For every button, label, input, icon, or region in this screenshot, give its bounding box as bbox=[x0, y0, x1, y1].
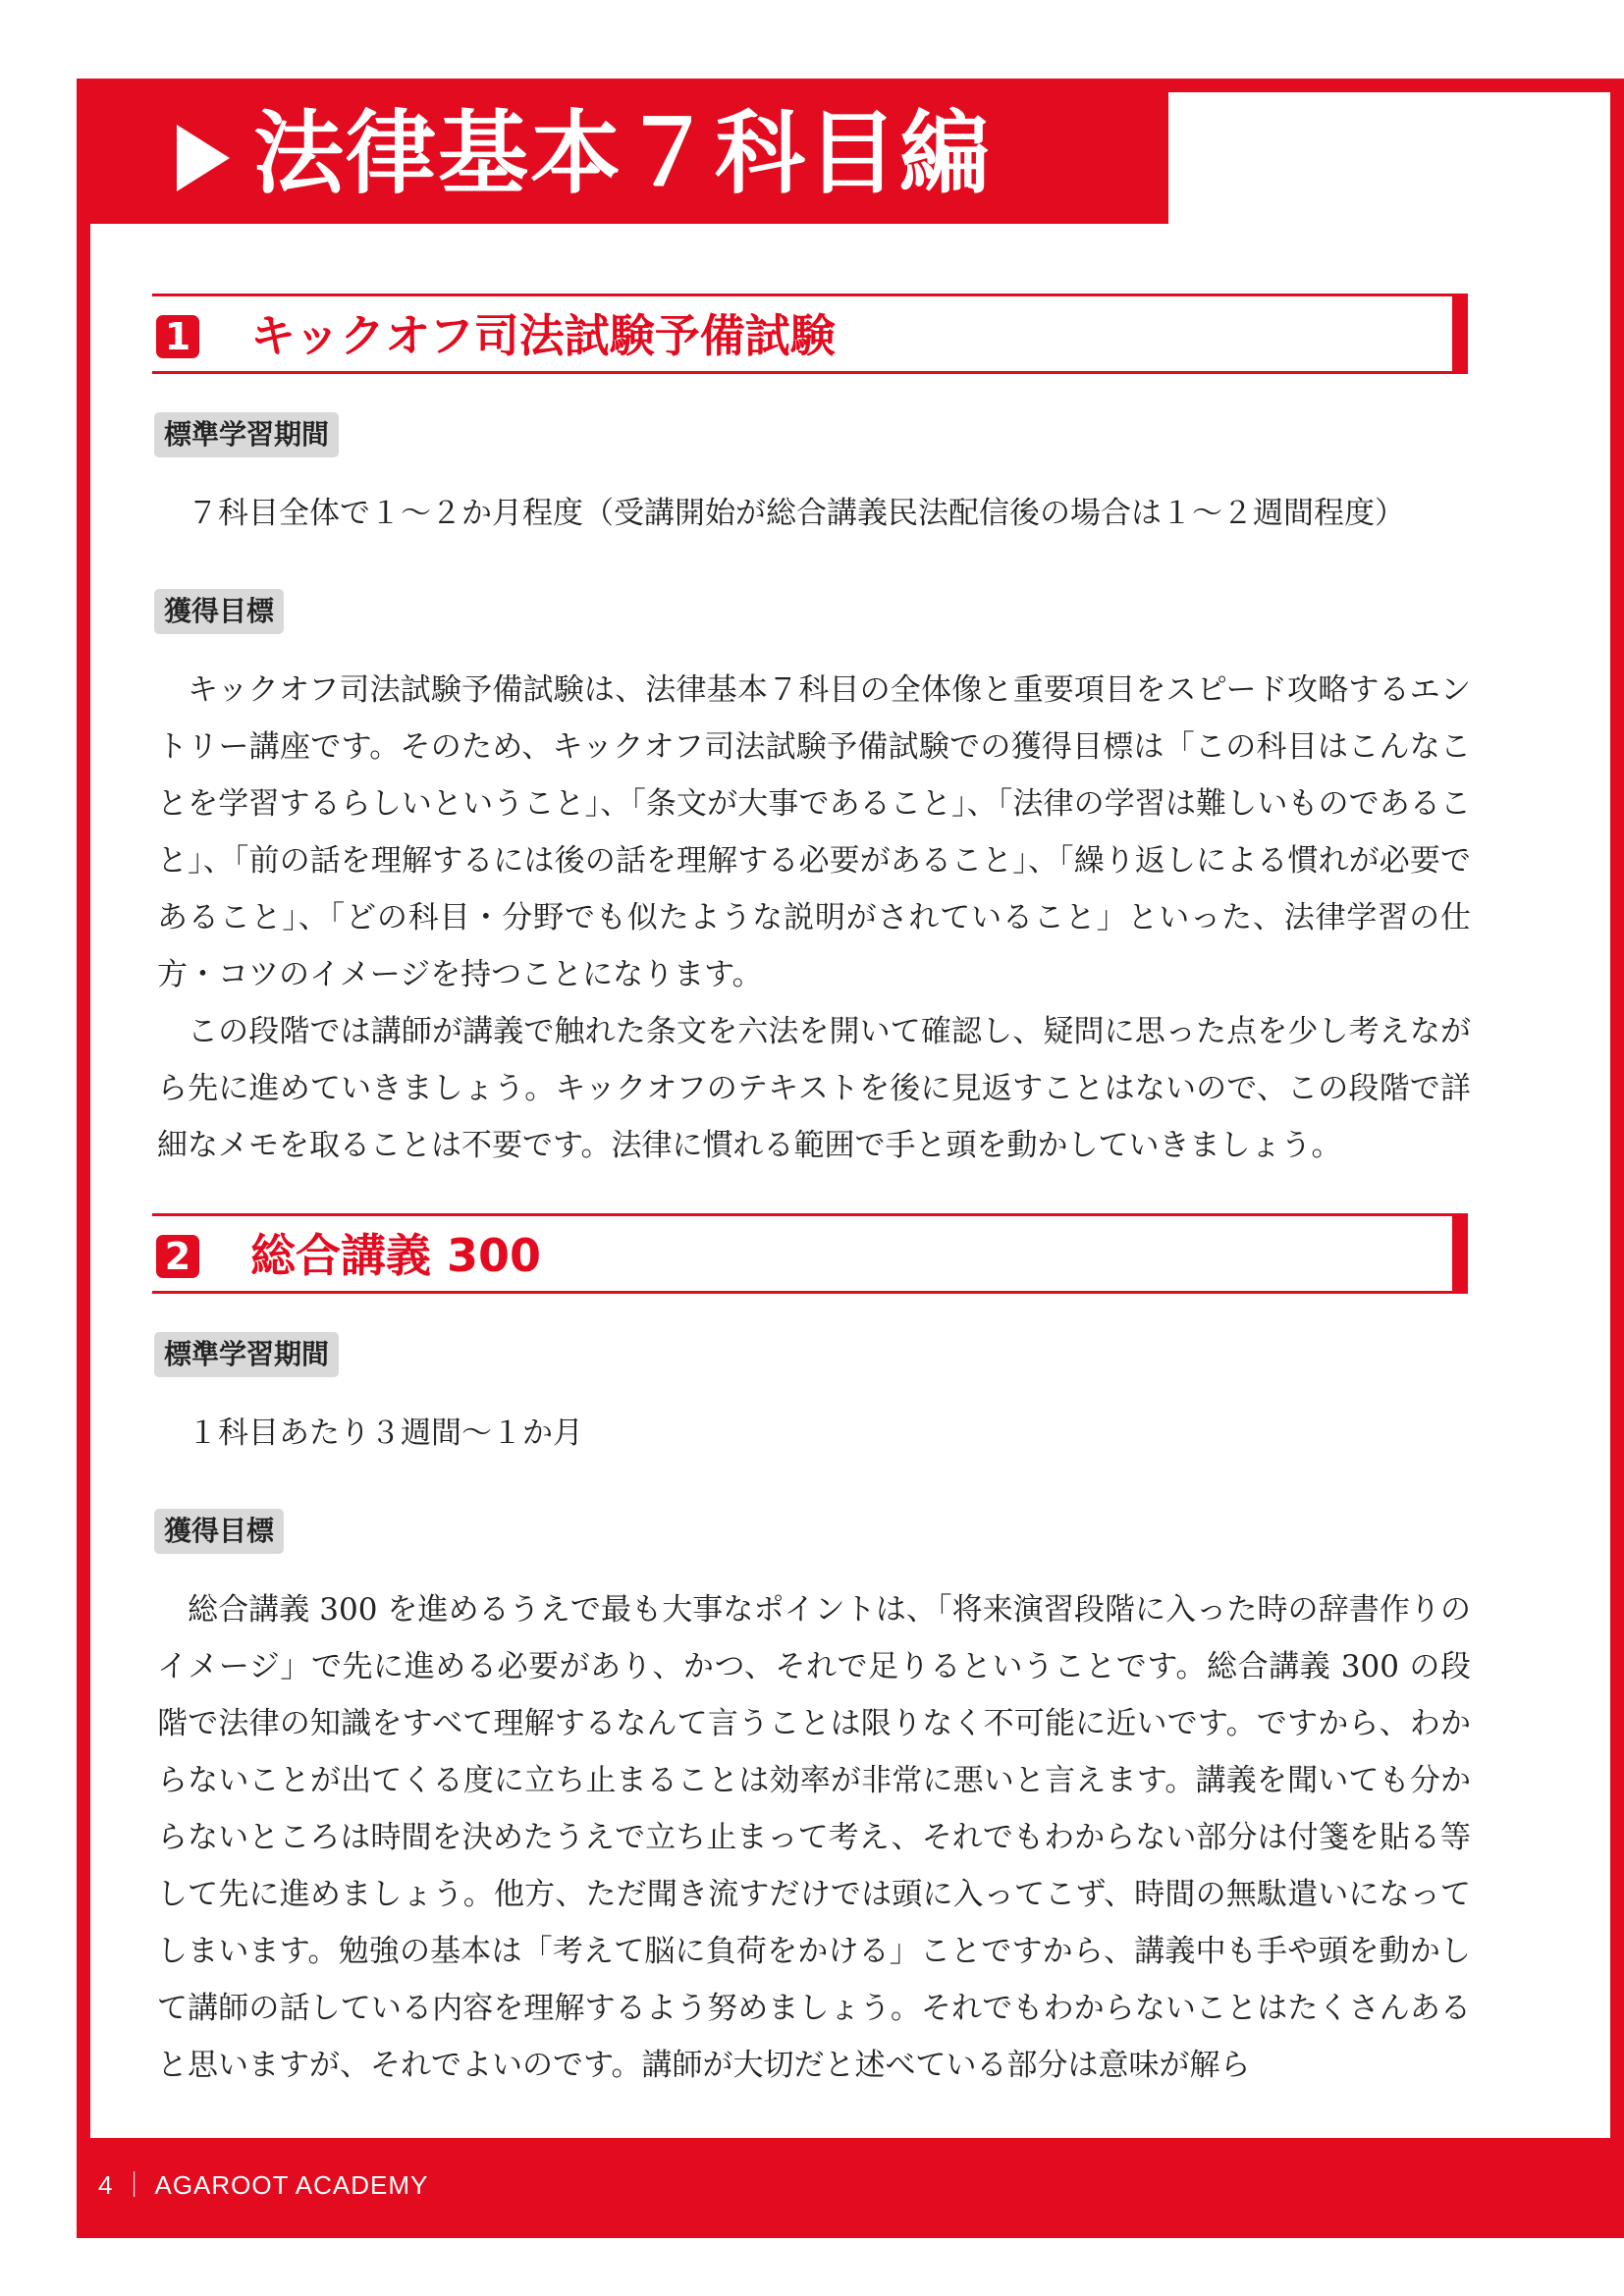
section-heading-1 bbox=[152, 294, 1468, 374]
study-period-text: １科目あたり３週間～１か月 bbox=[188, 1415, 583, 1451]
body-paragraph: 総合講義 300 を進めるうえで最も大事なポイントは、「将来演習段階に入った時の辞書作りのイメージ」で先に進める必要があり、かつ、それで足りるということです。総合講義 300 の段階で法律の知識をすべて理解するなんて言うことは限りなく不可能に近いです。ですから、わからないことが出てくる度に立ち止まることは効率が非常に悪いと言えます。講義を聞いても分からないところは時間を決めたうえで立ち止まって考え、それでもわからない部分は付箋を貼る等して先に進めましょう。他方、ただ聞き流すだけでは頭に入ってこず、時間の無駄遣いになってしまいます。勉強の基本は「考えて脳に負荷をかける」ことですから、講義中も手や頭を動かして講師の話している内容を理解するよう努めましょう。それでもわからないことはたくさんあると思いますが、それでよいのです。講師が大切だと述べている部分は意味が解ら bbox=[157, 1592, 1471, 2083]
page-frame-right bbox=[1610, 79, 1624, 2238]
body-paragraph: この段階では講師が講義で触れた条文を六法を開いて確認し、疑問に思った点を少し考えながら先に進めていきましょう。キックオフのテキストを後に見返すことはないので、この段階で詳細なメモを取ることは不要です。法律に慣れる範囲で手と頭を動かしていきましょう。 bbox=[157, 1014, 1471, 1163]
goal-label: 獲得目標 bbox=[154, 1509, 284, 1554]
play-arrow-icon bbox=[177, 125, 230, 191]
study-period-text: ７科目全体で１～２か月程度（受講開始が総合講義民法配信後の場合は１～２週間程度） bbox=[188, 496, 1405, 531]
section-title: キックオフ司法試験予備試験 bbox=[250, 309, 836, 362]
section-number-badge: 2 bbox=[156, 1235, 199, 1278]
page-footer bbox=[77, 2138, 1624, 2238]
goal-body bbox=[157, 662, 1471, 1174]
goal-body bbox=[157, 1581, 1471, 2094]
section-heading-2 bbox=[152, 1213, 1468, 1294]
page-frame-left bbox=[77, 79, 90, 2238]
section-title: 総合講義 300 bbox=[250, 1229, 542, 1282]
goal-label: 獲得目標 bbox=[154, 589, 284, 634]
body-paragraph: キックオフ司法試験予備試験は、法律基本７科目の全体像と重要項目をスピード攻略するエントリー講座です。そのため、キックオフ司法試験予備試験での獲得目標は「この科目はこんなことを学習するらしいということ」、「条文が大事であること」、「法律の学習は難しいものであること」、「前の話を理解するには後の話を理解する必要があること」、「繰り返しによる慣れが必要であること」、「どの科目・分野でも似たような説明がされていること」といった、法律学習の仕方・コツのイメージを持つことになります。 bbox=[157, 672, 1471, 992]
study-period-label: 標準学習期間 bbox=[154, 1332, 339, 1377]
study-period-label: 標準学習期間 bbox=[154, 412, 339, 457]
footer-page-label: 4 ｜ AGAROOT ACADEMY bbox=[98, 2170, 429, 2200]
section-number-badge: 1 bbox=[156, 315, 199, 358]
chapter-header bbox=[77, 79, 1168, 224]
chapter-title: 法律基本７科目編 bbox=[253, 101, 993, 206]
